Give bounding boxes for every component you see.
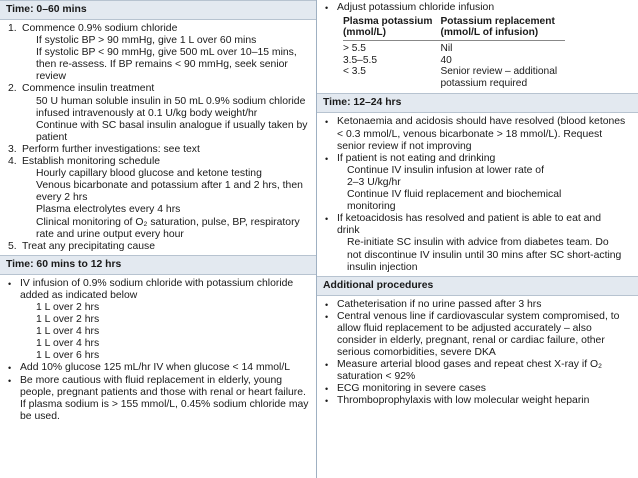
bullet-text: be used.	[20, 410, 60, 422]
step-detail: every 2 hrs	[36, 192, 88, 204]
step-number: 4.	[8, 156, 17, 168]
bullet-text: If patient is not eating and drinking	[337, 152, 496, 164]
section-heading-additional-procedures: Additional procedures	[317, 276, 638, 296]
step-number: 5.	[8, 240, 17, 252]
bullet-ecg-monitoring	[325, 383, 632, 395]
table-cell: < 3.5	[343, 66, 366, 78]
potassium-table	[343, 16, 565, 89]
table-cell: > 5.5	[343, 43, 366, 55]
bullet-catheterisation	[325, 299, 632, 311]
step-detail: infused intravenously at 0.1 U/kg body weight/hr	[36, 107, 258, 119]
bullet-text: IV infusion of 0.9% sodium chloride with potassium chloride	[20, 277, 294, 289]
step-detail: If systolic BP > 90 mmHg, give 1 L over 60 mins	[36, 35, 257, 47]
bullet-text: saturation < 92%	[337, 371, 416, 383]
bullet-text: If plasma sodium is > 155 mmol/L, 0.45% sodium chloride may	[20, 398, 309, 410]
bullet-text: serious comorbidities, severe DKA	[337, 347, 496, 359]
section-body-12-24h	[317, 113, 638, 275]
potassium-section	[317, 0, 638, 93]
bullet-mark: •	[8, 363, 12, 374]
step-detail: If systolic BP < 90 mmHg, give 500 mL over 10–15 mins,	[36, 47, 297, 59]
bullet-central-venous-line	[325, 311, 632, 359]
infusion-volume: 1 L over 2 hrs	[36, 314, 100, 326]
bullet-detail: Continue IV fluid replacement and biochemical	[347, 189, 562, 201]
bullet-detail: monitoring	[347, 201, 396, 213]
bullet-text: people, pregnant patients and those with renal or heart failure.	[20, 386, 306, 398]
bullet-text: Be more cautious with fluid replacement in elderly, young	[20, 374, 283, 386]
step-detail: Continue with SC basal insulin analogue if usually taken by	[36, 119, 308, 131]
bullet-glucose	[8, 362, 310, 374]
bullet-mark: •	[325, 214, 329, 225]
bullet-text: added as indicated below	[20, 289, 138, 301]
table-cell: 40	[440, 54, 452, 66]
bullet-text: drink	[337, 225, 360, 237]
header-line: Plasma potassium	[343, 16, 433, 28]
table-cell	[440, 66, 565, 89]
section-body-60m-12h	[0, 275, 316, 425]
bullet-iv-infusion	[8, 278, 310, 363]
step-1	[8, 23, 310, 83]
step-2	[8, 83, 310, 143]
bullet-detail: insulin injection	[347, 261, 418, 273]
section-heading-0-60: Time: 0–60 mins	[0, 0, 316, 20]
step-number: 2.	[8, 83, 17, 95]
bullet-ketoacidosis-resolved	[325, 213, 632, 273]
header-line: (mmol/L of infusion)	[440, 27, 539, 39]
bullet-thromboprophylaxis	[325, 395, 632, 407]
table-row	[343, 41, 565, 55]
infusion-volume: 1 L over 2 hrs	[36, 301, 100, 313]
step-3	[8, 144, 310, 156]
step-detail: rate and urine output every hour	[36, 228, 184, 240]
step-number: 1.	[8, 23, 17, 34]
bullet-text: allow fluid replacement to be adjusted accurately – also	[337, 322, 592, 334]
bullet-mark: •	[325, 299, 329, 310]
bullet-mark: •	[8, 278, 12, 289]
bullet-text: Central venous line if cardiovascular system compromised, to	[337, 310, 620, 322]
bullet-mark: •	[325, 396, 329, 407]
right-column	[317, 0, 638, 478]
table-cell: Nil	[440, 43, 453, 55]
cell-line: Senior review – additional	[440, 66, 558, 78]
bullet-arterial-blood-gases	[325, 359, 632, 383]
table-row	[343, 66, 565, 89]
bullet-mark: •	[8, 375, 12, 386]
step-text: Commence insulin treatment	[22, 83, 155, 95]
bullet-text: consider in elderly, pregnant, renal or cardiac failure, other	[337, 334, 605, 346]
table-header-row	[343, 16, 565, 41]
bullet-detail: Re-initiate SC insulin with advice from diabetes team. Do	[347, 237, 609, 249]
bullet-mark: •	[325, 117, 329, 128]
table-cell: 3.5–5.5	[343, 54, 377, 66]
step-detail: Plasma electrolytes every 4 hrs	[36, 204, 181, 216]
bullet-text: Thromboprophylaxis with low molecular weight heparin	[337, 395, 590, 407]
step-text: Perform further investigations: see text	[22, 143, 200, 155]
bullet-mark: •	[325, 384, 329, 395]
bullet-text: senior review if not improving	[337, 140, 472, 152]
section-body-additional-procedures	[317, 296, 638, 410]
step-text: Treat any precipitating cause	[22, 240, 156, 252]
bullet-text: Adjust potassium chloride infusion	[337, 2, 495, 13]
bullet-mark: •	[325, 153, 329, 164]
step-4	[8, 156, 310, 241]
infusion-volume: 1 L over 4 hrs	[36, 338, 100, 350]
step-detail: Venous bicarbonate and potassium after 1 and 2 hrs, then	[36, 180, 303, 192]
bullet-mark: •	[325, 311, 329, 322]
bullet-detail: not discontinue IV insulin until 30 mins after SC short-acting	[347, 249, 622, 261]
step-5	[8, 241, 310, 253]
section-heading-12-24h: Time: 12–24 hrs	[317, 93, 638, 113]
left-column	[0, 0, 317, 478]
bullet-not-eating	[325, 153, 632, 213]
column-header-potassium-replacement	[440, 16, 565, 41]
header-line: (mmol/L)	[343, 27, 387, 39]
bullet-caution	[8, 375, 310, 423]
bullet-text: Ketonaemia and acidosis should have resolved (blood ketones	[337, 116, 626, 128]
column-header-plasma-potassium	[343, 16, 440, 41]
bullet-text: Measure arterial blood gases and repeat chest X-ray if O₂	[337, 359, 603, 371]
step-detail: then re-assess. If BP remains < 90 mmHg, seek senior	[36, 59, 288, 71]
bullet-text: Add 10% glucose 125 mL/hr IV when glucose < 14 mmol/L	[20, 362, 291, 374]
step-detail: review	[36, 71, 67, 83]
section-body-0-60	[0, 20, 316, 255]
step-text: Commence 0.9% sodium chloride	[22, 23, 178, 34]
bullet-detail: Continue IV insulin infusion at lower rate of	[347, 164, 544, 176]
step-detail: patient	[36, 131, 68, 143]
bullet-text: If ketoacidosis has resolved and patient is able to eat and	[337, 213, 601, 225]
step-detail: 50 U human soluble insulin in 50 mL 0.9% sodium chloride	[36, 95, 306, 107]
bullet-mark: •	[325, 360, 329, 371]
step-text: Establish monitoring schedule	[22, 156, 161, 168]
step-detail: Clinical monitoring of O₂ saturation, pulse, BP, respiratory	[36, 216, 300, 228]
step-number: 3.	[8, 143, 17, 155]
bullet-text: ECG monitoring in severe cases	[337, 383, 486, 395]
infusion-volume: 1 L over 4 hrs	[36, 326, 100, 338]
bullet-detail: 2–3 U/kg/hr	[347, 176, 401, 188]
bullet-text: < 0.3 mmol/L, venous bicarbonate > 18 mmol/L). Request	[337, 128, 603, 140]
table-row	[343, 55, 565, 67]
bullet-adjust-potassium	[325, 2, 632, 14]
step-detail: Hourly capillary blood glucose and ketone testing	[36, 168, 262, 180]
bullet-mark: •	[325, 3, 329, 13]
cell-line: potassium required	[440, 77, 528, 89]
header-line: Potassium replacement	[440, 16, 555, 28]
section-heading-60m-12h: Time: 60 mins to 12 hrs	[0, 255, 316, 275]
bullet-ketonaemia	[325, 116, 632, 152]
bullet-text: Catheterisation if no urine passed after 3 hrs	[337, 298, 542, 310]
infusion-volume: 1 L over 6 hrs	[36, 350, 100, 362]
